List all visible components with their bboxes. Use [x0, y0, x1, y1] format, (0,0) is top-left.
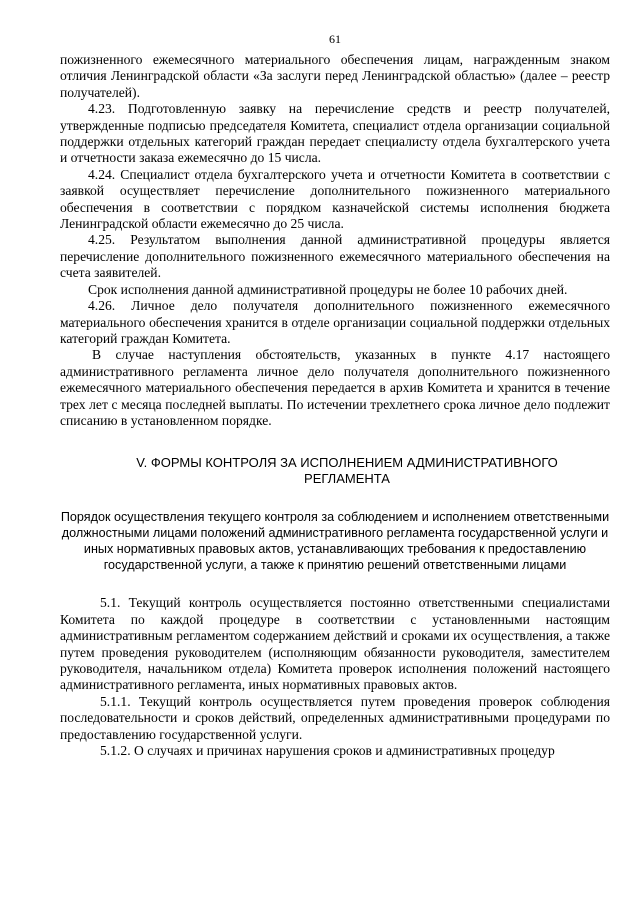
document-page	[60, 32, 610, 759]
section-title: V. ФОРМЫ КОНТРОЛЯ ЗА ИСПОЛНЕНИЕМ АДМИНИСТРАТИВНОГО РЕГЛАМЕНТА	[136, 455, 558, 487]
paragraph-5-1: 5.1. Текущий контроль осуществляется постоянно ответственными специалистами Комитета по каждой процедуре в соответствии с установленными настоящим административным регламентом содержанием действий и сроками их осуществления, а также путем проведения руководителем (исполняющим обязанности руководителя, заместителем руководителя, начальником отдела) Комитета проверок исполнения положений настоящего административного регламента, иных нормативных правовых актов.	[60, 595, 610, 693]
paragraph-4-23: 4.23. Подготовленную заявку на перечисление средств и реестр получателей, утвержденные подписью председателя Комитета, специалист отдела организации социальной поддержки отдельных категорий граждан передает специалисту отдела бухгалтерского учета и отчетности заказа ежемесячно до 15 числа.	[60, 101, 610, 166]
subsection-title: Порядок осуществления текущего контроля за соблюдением и исполнением ответственными должностными лицами положений административного регламента государственной услуги и иных нормативных правовых актов, устанавливающих требования к предоставлению государственной услуги, а также к принятию решений ответственными лицами	[60, 510, 610, 573]
paragraph-archive: В случае наступления обстоятельств, указанных в пункте 4.17 настоящего административного регламента личное дело получателя дополнительного пожизненного ежемесячного материального обеспечения передается в архив Комитета и хранится в течение трех лет с месяца последней выплаты. По истечении трехлетнего срока личное дело подлежит списанию в установленном порядке.	[60, 347, 610, 428]
paragraph-5-1-2: 5.1.2. О случаях и причинах нарушения сроков и административных процедур	[100, 743, 555, 758]
paragraph-4-24: 4.24. Специалист отдела бухгалтерского учета и отчетности Комитета в соответствии с заявкой осуществляет перечисление дополнительного пожизненного материального обеспечения в соответствии с порядком казначейской системы исполнения бюджета Ленинградской области ежемесячно до 25 числа.	[60, 166, 610, 232]
paragraph-registry-continuation: пожизненного ежемесячного материального обеспечения лицам, награжденным знаком отличия Ленинградской области «За заслуги перед Ленинградской областью» (далее – реестр получателей).	[60, 52, 610, 100]
paragraph-5-1-1: 5.1.1. Текущий контроль осуществляется путем проведения проверок соблюдения последовательности и сроков действий, определенных административными процедурами по предоставлению государственной услуги.	[60, 693, 610, 742]
paragraph-deadline: Срок исполнения данной административной процедуры не более 10 рабочих дней.	[88, 281, 568, 297]
paragraph-4-25: 4.25. Результатом выполнения данной административной процедуры является перечисление дополнительного пожизненного ежемесячного материального обеспечения на счета заявителей.	[60, 232, 610, 281]
page-number: 61	[329, 32, 341, 46]
paragraph-4-26: 4.26. Личное дело получателя дополнительного пожизненного ежемесячного материального обеспечения хранится в отделе организации социальной поддержки отдельных категорий граждан Комитета.	[60, 298, 610, 346]
